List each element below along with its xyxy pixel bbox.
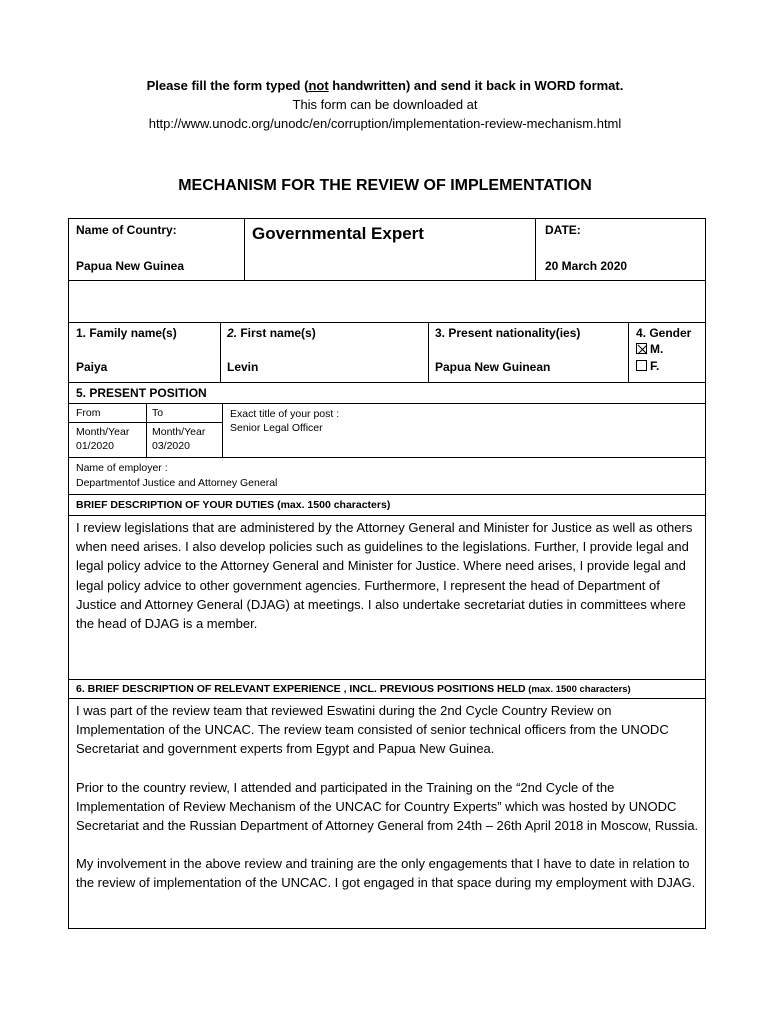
gender-label: 4. Gender [636, 326, 692, 340]
to-value-heading: Month/Year [152, 426, 206, 438]
post-title-label: Exact title of your post : [230, 408, 340, 420]
from-value[interactable]: 01/2020 [76, 440, 114, 452]
present-position-label: 5. PRESENT POSITION [76, 386, 207, 400]
duties-label: BRIEF DESCRIPTION OF YOUR DUTIES (max. 1500 characters) [76, 499, 391, 511]
download-url: http://www.unodc.org/unodc/en/corruption/implementation-review-mechanism.html [148, 116, 622, 131]
experience-label [76, 682, 631, 697]
gender-female-checkbox[interactable] [636, 360, 647, 371]
experience-label-main: 6. BRIEF DESCRIPTION OF RELEVANT EXPERIENCE , INCL. PREVIOUS POSITIONS HELD [76, 683, 526, 695]
experience-paragraph-3: My involvement in the above review and training are the only engagements that I have to date in relation to the review of implementation of the UNCAC. I got engaged in that space during my employment with DJAG. [76, 856, 696, 891]
country-label: Name of Country: [76, 223, 177, 237]
family-name-value[interactable]: Paiya [76, 360, 108, 374]
experience-paragraph-2: Prior to the country review, I attended and participated in the Training on the “2nd Cycle of the Implementation of Review Mechanism of the UNCAC for Country Experts” which was hosted by UNODC Secretariat and the Russian Department of Attorney General from 24th – 26th April 2018 in Moscow, Russia. [76, 779, 699, 834]
first-name-label-text: First name(s) [237, 326, 316, 340]
role-title: Governmental Expert [252, 224, 424, 243]
from-label: From [76, 407, 101, 419]
experience-label-limit: (max. 1500 characters) [525, 684, 631, 695]
experience-text[interactable] [76, 701, 700, 893]
first-name-value[interactable]: Levin [227, 360, 259, 374]
first-name-label [227, 326, 316, 341]
gender-male-checkbox[interactable] [636, 343, 647, 354]
gender-male-label: M. [650, 342, 664, 356]
date-label: DATE: [545, 223, 581, 237]
first-name-label-number: 2. [227, 326, 238, 340]
checked-x-icon [637, 344, 648, 355]
instruction-text: Please fill the form typed ( [146, 78, 309, 93]
to-value[interactable]: 03/2020 [152, 440, 190, 452]
family-name-label: 1. Family name(s) [76, 326, 177, 340]
gender-female-label: F. [650, 359, 660, 373]
employer-label: Name of employer : [76, 462, 168, 474]
form-title: MECHANISM FOR THE REVIEW OF IMPLEMENTATION [178, 177, 592, 194]
instruction-emphasis: not [308, 78, 329, 93]
from-value-heading: Month/Year [76, 426, 130, 438]
instruction-text-end: handwritten) and send it back in WORD format. [328, 78, 624, 93]
instruction-line [0, 76, 770, 95]
employer-value[interactable]: Departmentof Justice and Attorney General [76, 477, 278, 489]
date-value[interactable]: 20 March 2020 [545, 259, 628, 273]
experience-paragraph-1: I was part of the review team that reviewed Eswatini during the 2nd Cycle Country Review on Implementation of the UNCAC. The review team consisted of senior technical officers from the UNODC Secretariat and government experts from Egypt and Papua New Guinea. [76, 703, 669, 757]
download-note: This form can be downloaded at [292, 97, 478, 112]
to-label: To [152, 407, 164, 419]
country-value[interactable]: Papua New Guinea [76, 259, 185, 273]
post-title-value[interactable]: Senior Legal Officer [230, 422, 323, 434]
duties-text[interactable]: I review legislations that are administered by the Attorney General and Minister for Justice as well as others when need arises. I also develop policies such as guidelines to the legislations. Further, I provide legal and legal policy advice to the Attorney General and Minister for Justice. Where need arises, I provide legal and legal policy advice to other government agencies. Furthermore, I represent the head of Department of Justice and Attorney General (DJAG) at meetings. I also undertake secretariat duties in committees where the head of DJAG is a member. [76, 520, 693, 632]
nationality-value[interactable]: Papua New Guinean [435, 360, 551, 374]
nationality-label: 3. Present nationality(ies) [435, 326, 581, 340]
